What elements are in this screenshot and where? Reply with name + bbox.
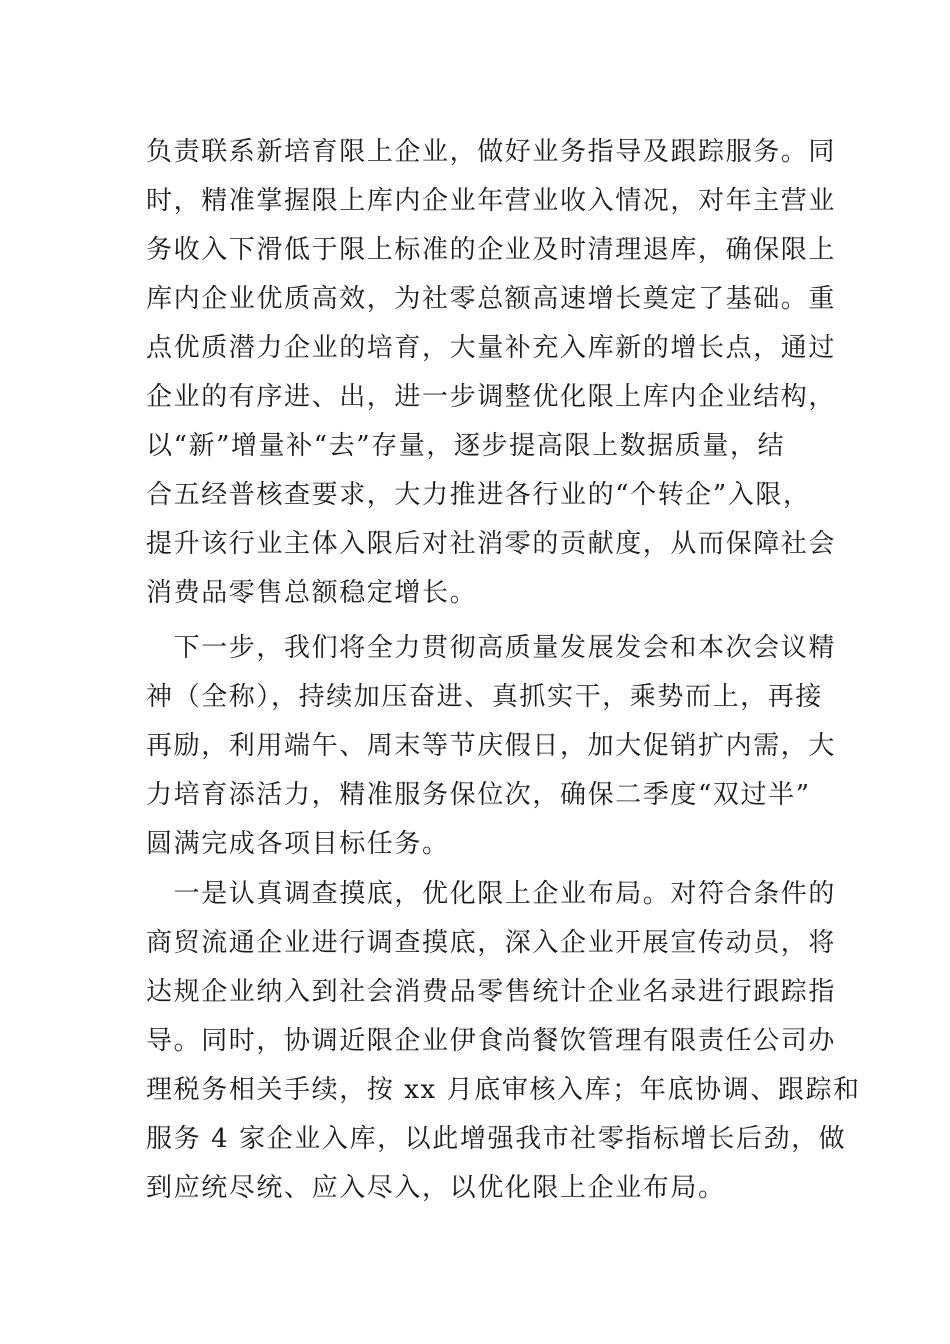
paragraph-3-line: 到应统尽统、应入尽入，以优化限上企业布局。 <box>146 1173 726 1203</box>
paragraph-1-line: 务收入下滑低于限上标准的企业及时清理退库，确保限上 <box>146 235 837 265</box>
paragraph-2-line: 圆满完成各项目标任务。 <box>146 829 450 859</box>
paragraph-1 <box>146 128 837 618</box>
paragraph-2-line: 力培育添活力，精准服务保位次，确保二季度“双过半” <box>146 780 811 810</box>
paragraph-1-line: 时，精准掌握限上库内企业年营业收入情况，对年主营业 <box>146 186 837 216</box>
paragraph-1-line: 以“新”增量补“去”存量，逐步提高限上数据质量，结 <box>146 431 786 461</box>
paragraph-2-line: 神（全称），持续加压奋进、真抓实干，乘势而上，再接 <box>146 682 824 712</box>
paragraph-3-line: 理税务相关手续，按 xx 月底审核入库；年底协调、跟踪和 <box>146 1075 861 1105</box>
paragraph-1-line: 库内企业优质高效，为社零总额高速增长奠定了基础。重 <box>146 284 837 314</box>
paragraph-1-line: 提升该行业主体入限后对社消零的贡献度，从而保障社会 <box>146 529 837 559</box>
paragraph-2-line: 下一步，我们将全力贯彻高质量发展发会和本次会议精 <box>146 633 837 663</box>
paragraph-3-line: 服务 4 家企业入库，以此增强我市社零指标增长后劲，做 <box>146 1124 847 1154</box>
paragraph-3-line: 达规企业纳入到社会消费品零售统计企业名录进行跟踪指 <box>146 977 837 1007</box>
paragraph-3-line: 导。同时，协调近限企业伊食尚餐饮管理有限责任公司办 <box>146 1026 837 1056</box>
paragraph-3 <box>146 870 861 1213</box>
paragraph-2 <box>146 624 837 869</box>
paragraph-1-line: 负责联系新培育限上企业，做好业务指导及跟踪服务。同 <box>146 137 837 167</box>
paragraph-1-line: 点优质潜力企业的培育，大量补充入库新的增长点，通过 <box>146 333 837 363</box>
paragraph-3-line: 一是认真调查摸底，优化限上企业布局。对符合条件的 <box>146 879 837 909</box>
paragraph-1-line: 合五经普核查要求，大力推进各行业的“个转企”入限， <box>146 480 811 510</box>
paragraph-1-line: 企业的有序进、出，进一步调整优化限上库内企业结构， <box>146 382 837 412</box>
paragraph-2-line: 再励，利用端午、周末等节庆假日，加大促销扩内需，大 <box>146 731 837 761</box>
paragraph-1-line: 消费品零售总额稳定增长。 <box>146 578 478 608</box>
paragraph-3-line: 商贸流通企业进行调查摸底，深入企业开展宣传动员，将 <box>146 928 837 958</box>
